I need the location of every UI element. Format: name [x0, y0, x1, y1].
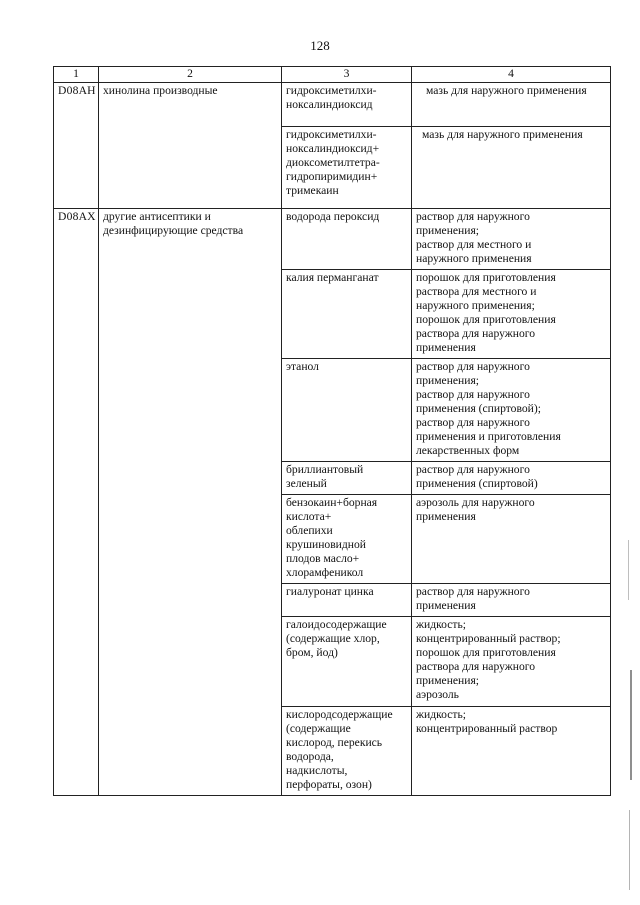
substance-cell: кислородсодержащие (содержащие кислород, перекись водорода, надкислоты, перфораты, озон) [282, 707, 412, 796]
substance-cell: галоидосодержащие (содержащие хлор, бром, йод) [282, 617, 412, 707]
dosage-form-cell: мазь для наружного применения [412, 127, 611, 209]
group-name-cell: другие антисептики и дезинфицирующие средства [99, 209, 282, 796]
table-row [54, 83, 611, 127]
substance-cell: бензокаин+борная кислота+ облепихи крушиновидной плодов масло+ хлорамфеникол [282, 495, 412, 584]
group-name-cell: хинолина производные [99, 83, 282, 209]
substance-cell: этанол [282, 359, 412, 462]
dosage-form-cell: раствор для наружного применения; раствор для местного и наружного применения [412, 209, 611, 270]
table-header-row [54, 67, 611, 83]
dosage-form-cell: жидкость; концентрированный раствор [412, 707, 611, 796]
substance-cell: гиалуронат цинка [282, 584, 412, 617]
substance-cell: гидроксиметилхи- ноксалиндиоксид+ диоксометилтетра- гидропиримидин+ тримекаин [282, 127, 412, 209]
table-row [54, 209, 611, 270]
substance-cell: гидроксиметилхи- ноксалиндиоксид [282, 83, 412, 127]
scan-artifact [628, 540, 629, 600]
dosage-form-cell: раствор для наружного применения [412, 584, 611, 617]
medicines-table [53, 66, 611, 796]
substance-cell: бриллиантовый зеленый [282, 462, 412, 495]
column-header: 4 [412, 67, 611, 83]
dosage-form-cell: порошок для приготовления раствора для местного и наружного применения; порошок для приготовления раствора для наружного применения [412, 270, 611, 359]
dosage-form-cell: жидкость; концентрированный раствор; порошок для приготовления раствора для наружного применения; аэрозоль [412, 617, 611, 707]
dosage-form-cell: мазь для наружного применения [412, 83, 611, 127]
column-header: 3 [282, 67, 412, 83]
substance-cell: водорода пероксид [282, 209, 412, 270]
column-header: 1 [54, 67, 99, 83]
dosage-form-cell: раствор для наружного применения (спиртовой) [412, 462, 611, 495]
dosage-form-cell: раствор для наружного применения; раствор для наружного применения (спиртовой); раствор для наружного применения и приготовления лекарственных форм [412, 359, 611, 462]
page-number: 128 [310, 38, 330, 53]
column-header: 2 [99, 67, 282, 83]
dosage-form-cell: аэрозоль для наружного применения [412, 495, 611, 584]
substance-cell: калия перманганат [282, 270, 412, 359]
atc-code-cell: D08AH [54, 83, 99, 209]
scan-artifact [630, 670, 632, 780]
scan-artifact [629, 810, 630, 890]
atc-code-cell: D08AX [54, 209, 99, 796]
